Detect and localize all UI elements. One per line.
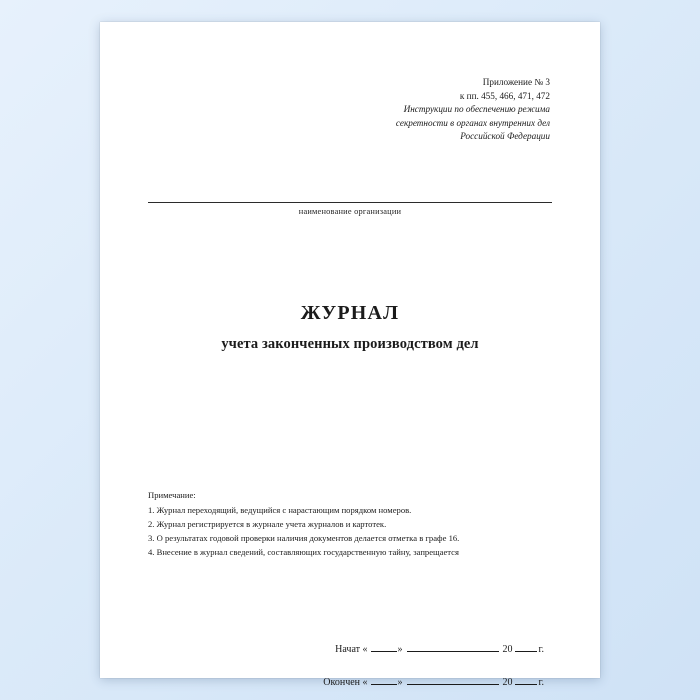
start-year-prefix: 20 xyxy=(502,643,513,655)
note-item: 3. О результатах годовой проверки наличия документов делается отметка в графе 16. xyxy=(148,532,460,543)
note-item: 4. Внесение в журнал сведений, составляющих государственную тайну, запрещается xyxy=(148,546,459,557)
appendix-line-3: Инструкции по обеспечению режима xyxy=(403,104,550,115)
page-subtitle: учета законченных производством дел xyxy=(221,336,479,353)
finish-date-label: Окончен « xyxy=(323,676,368,688)
start-date-label: Начат « xyxy=(335,643,368,655)
start-date-row xyxy=(148,644,544,655)
finish-year-suffix: г. xyxy=(538,676,544,688)
finish-month-blank xyxy=(407,684,499,685)
finish-day-blank xyxy=(371,684,397,685)
start-year-suffix: г. xyxy=(538,643,544,655)
note-item: 1. Журнал переходящий, ведущийся с нарастающим порядком номеров. xyxy=(148,504,412,515)
start-day-blank xyxy=(371,651,397,652)
organization-name-block xyxy=(148,202,552,216)
appendix-line-5: Российской Федерации xyxy=(460,131,550,142)
organization-name-rule xyxy=(148,202,552,203)
start-year-blank xyxy=(515,651,537,652)
document-title-block xyxy=(148,302,552,353)
finish-date-row xyxy=(148,677,544,688)
page-title: ЖУРНАЛ xyxy=(300,302,400,325)
finish-date-quote-close: » xyxy=(397,676,403,688)
notes-heading: Примечание: xyxy=(148,490,196,501)
start-date-quote-close: » xyxy=(397,643,403,655)
document-page xyxy=(100,22,600,688)
appendix-line-2: к пп. 455, 466, 471, 472 xyxy=(459,90,550,101)
document-page-shadow xyxy=(100,22,600,688)
appendix-line-4: секретности в органах внутренних дел xyxy=(395,117,550,128)
organization-name-caption: наименование организации xyxy=(298,207,402,217)
document-footer xyxy=(148,644,552,688)
appendix-block xyxy=(148,76,550,144)
notes-block xyxy=(148,489,552,560)
appendix-line-1: Приложение № 3 xyxy=(482,77,550,87)
start-month-blank xyxy=(407,651,499,652)
finish-year-blank xyxy=(515,684,537,685)
note-item: 2. Журнал регистрируется в журнале учета журналов и картотек. xyxy=(148,518,387,529)
finish-year-prefix: 20 xyxy=(502,676,513,688)
